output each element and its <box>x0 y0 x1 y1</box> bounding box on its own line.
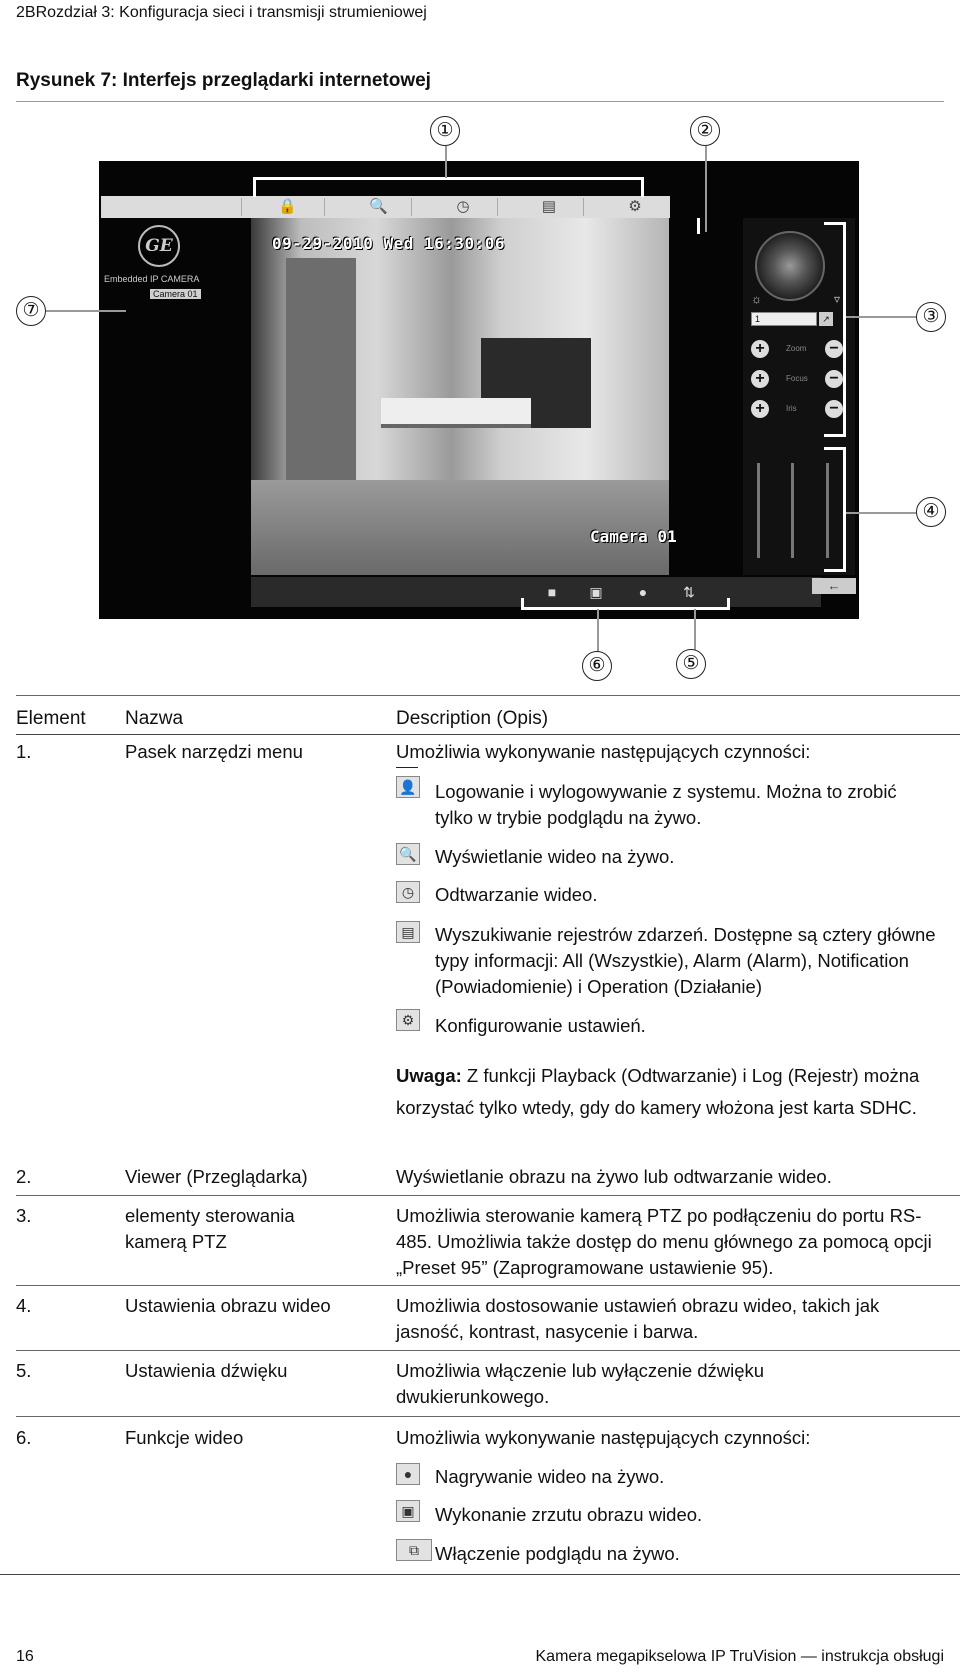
callout-6: ⑥ <box>582 651 612 681</box>
lock-icon[interactable]: 🔒 <box>278 198 297 215</box>
iris-label: Iris <box>786 404 797 413</box>
row-6-item-2: Wykonanie zrzutu obrazu wideo. <box>435 1504 703 1525</box>
record-icon: ● <box>396 1463 420 1485</box>
callout-2-leader <box>705 146 707 232</box>
row-2-number: 2. <box>16 1166 32 1187</box>
row-1-item-5: Konfigurowanie ustawień. <box>435 1015 646 1036</box>
wiper-icon[interactable]: ▿ <box>834 292 841 306</box>
osd-camera-label: Camera 01 <box>590 527 677 546</box>
focus-near-button[interactable]: + <box>751 370 769 388</box>
focus-label: Focus <box>786 374 808 383</box>
volume-slider[interactable] <box>826 463 829 558</box>
caption-rule <box>16 101 944 102</box>
row-5-rule <box>16 1416 960 1417</box>
row-3-name: elementy sterowania kamerą PTZ <box>125 1205 295 1252</box>
toolbar-bracket-right <box>641 177 644 197</box>
row-2-description: Wyświetlanie obrazu na żywo lub odtwarzanie wideo. <box>396 1166 832 1187</box>
callout-4: ④ <box>916 497 946 527</box>
row-5-description: Umożliwia włączenie lub wyłączenie dźwięku dwukierunkowego. <box>396 1360 765 1407</box>
note-label: Uwaga: <box>396 1065 462 1086</box>
row-6-name: Funkcje wideo <box>125 1427 244 1448</box>
ptz-buttons <box>743 340 855 420</box>
playback-clock-icon[interactable]: ◷ <box>456 198 470 215</box>
gear-icon: ⚙ <box>396 1009 420 1031</box>
callout-1-leader <box>445 146 447 178</box>
icon-rule <box>396 767 418 768</box>
note-text: Z funkcji Playback (Odtwarzanie) i Log (Rejestr) można korzystać tylko wtedy, gdy do kamery włożona jest karta SDHC. <box>396 1065 920 1118</box>
light-icon[interactable]: ☼ <box>751 292 762 306</box>
preset-go-icon[interactable]: ↗ <box>819 312 833 326</box>
running-header: 2BRozdział 3: Konfiguracja sieci i transmisji strumieniowej <box>16 4 427 21</box>
row-6-item-1: Nagrywanie wideo na żywo. <box>435 1466 665 1487</box>
scene-table <box>381 398 531 428</box>
live-view-icon: 🔍 <box>396 843 420 865</box>
row-2-name: Viewer (Przeglądarka) <box>125 1166 308 1187</box>
video-bar-bracket-left <box>521 598 524 610</box>
row-5-name: Ustawienia dźwięku <box>125 1360 288 1381</box>
table-bottom-rule <box>0 1574 960 1575</box>
row-1-item-2: Wyświetlanie wideo na żywo. <box>435 846 675 867</box>
callout-4-leader <box>846 512 916 514</box>
iris-close-button[interactable]: − <box>825 400 843 418</box>
menu-toolbar <box>101 196 670 218</box>
user-login-icon: 👤 <box>396 776 420 798</box>
row-4-rule <box>16 1350 960 1351</box>
page-number: 16 <box>16 1648 34 1665</box>
brightness-slider[interactable] <box>757 463 760 558</box>
device-tree-root[interactable]: Embedded IP CAMERA <box>104 274 200 284</box>
video-bar-bracket-right <box>727 598 730 610</box>
image-bracket-side <box>843 447 846 572</box>
ge-logo: GE <box>138 225 180 267</box>
header-element: Element <box>16 708 86 729</box>
figure-caption: Rysunek 7: Interfejs przeglądarki internetowej <box>16 70 431 91</box>
audio-icon[interactable]: ⇅ <box>683 584 695 600</box>
zoom-out-button[interactable]: − <box>825 340 843 358</box>
preset-select[interactable]: 1 <box>751 312 817 326</box>
row-1-name: Pasek narzędzi menu <box>125 741 303 762</box>
row-4-description: Umożliwia dostosowanie ustawień obrazu wideo, takich jak jasność, kontrast, nasycenie i barwa. <box>396 1295 880 1342</box>
gear-icon[interactable]: ⚙ <box>628 198 642 215</box>
image-bracket-bottom <box>824 569 846 572</box>
table-top-rule <box>16 695 960 696</box>
zoom-in-button[interactable]: + <box>751 340 769 358</box>
row-3-rule <box>16 1285 960 1286</box>
ptz-bracket-bottom <box>824 434 846 437</box>
callout-1: ① <box>430 116 460 146</box>
row-5-number: 5. <box>16 1360 32 1381</box>
callout-3: ③ <box>916 302 946 332</box>
video-function-bar <box>251 577 821 607</box>
ptz-bracket-side <box>843 222 846 436</box>
row-2-rule <box>16 1195 960 1196</box>
callout-5-leader <box>694 609 696 655</box>
playback-clock-icon: ◷ <box>396 881 420 903</box>
record-icon[interactable]: ● <box>638 584 648 600</box>
callout-5: ⑤ <box>676 649 706 679</box>
iris-open-button[interactable]: + <box>751 400 769 418</box>
log-icon[interactable]: ▤ <box>541 198 557 215</box>
contrast-slider[interactable] <box>791 463 794 558</box>
row-1-description: Umożliwia wykonywanie następujących czynności: <box>396 741 811 762</box>
callout-7-leader <box>46 310 126 312</box>
callout-2: ② <box>690 116 720 146</box>
toolbar-bracket-left <box>253 177 256 197</box>
row-6-number: 6. <box>16 1427 32 1448</box>
row-4-name: Ustawienia obrazu wideo <box>125 1295 331 1316</box>
device-tree-camera[interactable]: Camera 01 <box>150 289 201 299</box>
video-viewer[interactable] <box>251 218 669 575</box>
live-view-icon[interactable]: 🔍 <box>369 198 388 215</box>
zoom-label: Zoom <box>786 344 807 353</box>
toolbar-bracket-top <box>253 177 643 180</box>
row-1-item-4: Wyszukiwanie rejestrów zdarzeń. Dostępne są cztery główne typy informacji: All (Wszystkie), Alarm (Alarm), Notification (Powiadomienie) i Operation (Działanie) <box>435 924 936 997</box>
row-1-note <box>396 1060 931 1124</box>
scene-door <box>286 258 356 508</box>
log-search-icon: ▤ <box>396 921 420 943</box>
row-1-item-1: Logowanie i wylogowywanie z systemu. Można to zrobić tylko w trybie podglądu na żywo. <box>435 781 897 828</box>
row-1-number: 1. <box>16 741 32 762</box>
document-title: Kamera megapikselowa IP TruVision — instrukcja obsługi <box>535 1648 944 1665</box>
row-6-item-3: Włączenie podglądu na żywo. <box>435 1543 680 1564</box>
row-6-description: Umożliwia wykonywanie następujących czynności: <box>396 1427 811 1448</box>
callout-3-leader <box>846 316 916 318</box>
header-name: Nazwa <box>125 708 184 729</box>
snapshot-icon: ▣ <box>396 1500 420 1522</box>
row-3-number: 3. <box>16 1205 32 1226</box>
callout-6-leader <box>597 609 599 655</box>
snapshot-icon[interactable]: ▣ <box>589 584 603 600</box>
focus-far-button[interactable]: − <box>825 370 843 388</box>
row-3-description: Umożliwia sterowanie kamerą PTZ po podłączeniu do portu RS-485. Umożliwia także dostęp do menu głównego za pomocą opcji „Preset 95” (Zaprogramowane ustawienie 95). <box>396 1205 932 1278</box>
header-description: Description (Opis) <box>396 708 549 729</box>
table-header-rule <box>16 734 960 735</box>
viewer-pointer <box>697 218 700 234</box>
video-bar-bracket-bottom <box>521 607 730 610</box>
osd-timestamp: 09-29-2010 Wed 16:30:06 <box>272 234 506 253</box>
callout-7: ⑦ <box>16 296 46 326</box>
ptz-joystick[interactable] <box>755 231 825 301</box>
multi-view-icon: ⧉ <box>396 1539 432 1561</box>
stop-icon[interactable]: ■ <box>547 584 557 600</box>
back-arrow-icon[interactable]: ← <box>812 578 856 594</box>
row-1-item-3: Odtwarzanie wideo. <box>435 884 598 905</box>
row-4-number: 4. <box>16 1295 32 1316</box>
